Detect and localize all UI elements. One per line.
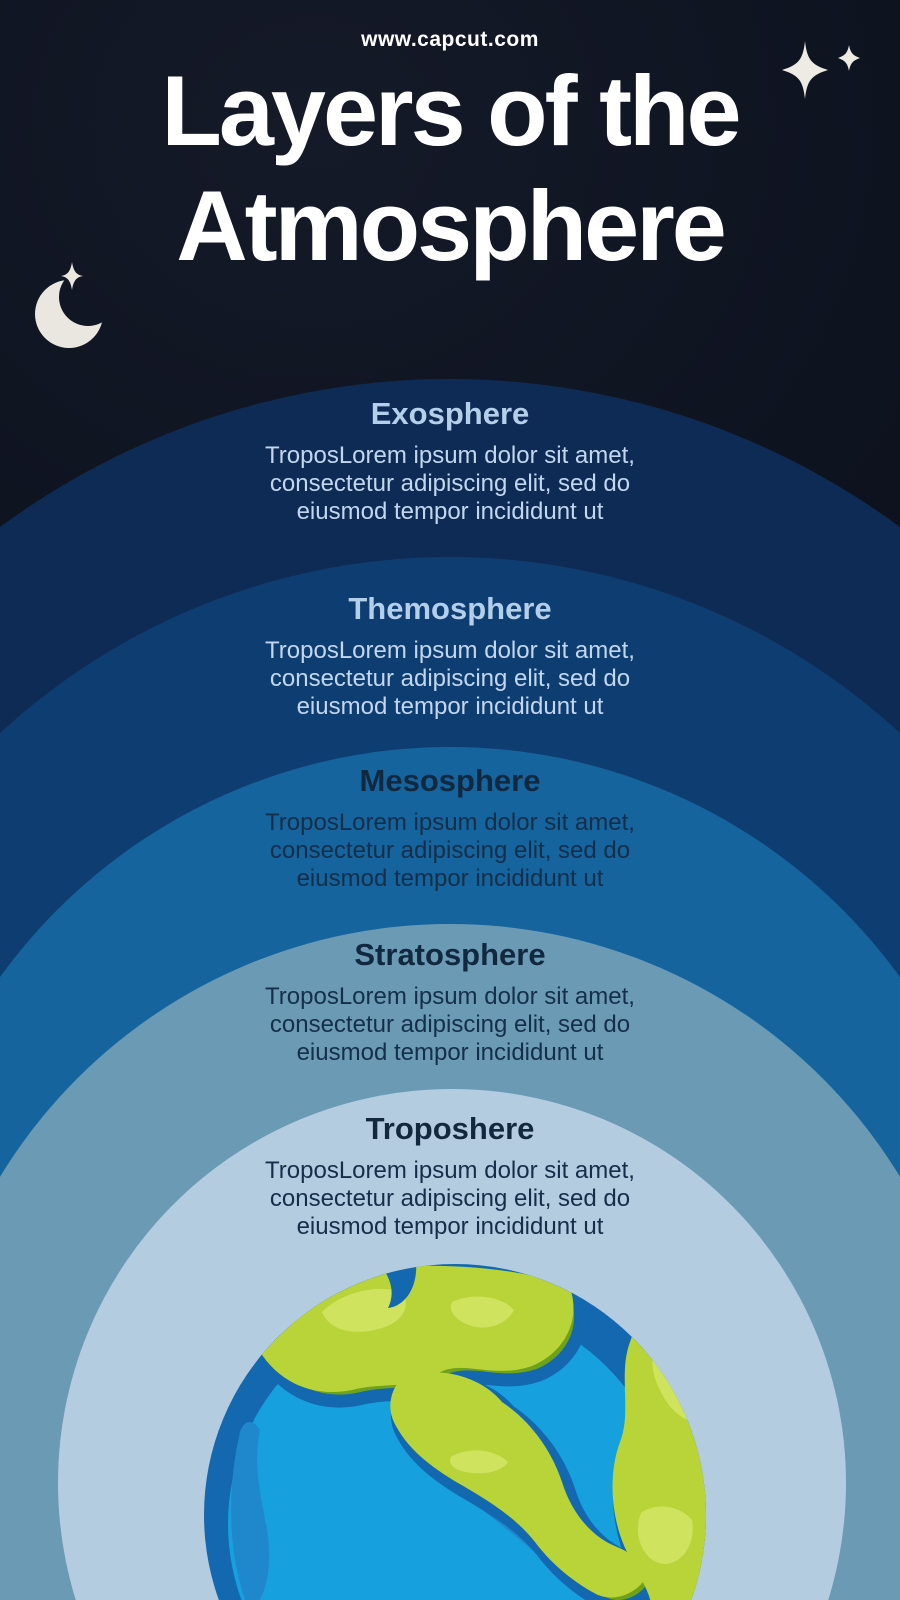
layer-description-line: consectetur adipiscing elit, sed do — [269, 665, 631, 692]
layer-section-stratosphere — [0, 937, 900, 1067]
layer-name: Mesosphere — [359, 763, 541, 798]
page-title — [0, 54, 900, 284]
sparkles-icon — [768, 32, 878, 116]
layer-description — [0, 442, 900, 526]
layer-name: Exosphere — [370, 396, 530, 431]
layer-description — [0, 983, 900, 1067]
layer-description-line: TroposLorem ipsum dolor sit amet, — [265, 809, 635, 836]
layer-description-line: consectetur adipiscing elit, sed do — [269, 837, 631, 864]
layer-section-mesosphere — [0, 763, 900, 893]
layer-description — [0, 637, 900, 721]
layer-name: Themosphere — [348, 591, 552, 626]
title-line-2: Atmosphere — [176, 169, 724, 281]
sparkle-small-icon — [838, 45, 860, 71]
layer-description-line: TroposLorem ipsum dolor sit amet, — [265, 637, 635, 664]
layer-description-line: consectetur adipiscing elit, sed do — [269, 1185, 631, 1212]
layer-description-line: eiusmod tempor incididunt ut — [296, 865, 604, 892]
sparkle-large-icon — [782, 41, 828, 99]
layer-description — [0, 1157, 900, 1241]
layer-description-line: consectetur adipiscing elit, sed do — [269, 470, 631, 497]
layer-description-line: consectetur adipiscing elit, sed do — [269, 1011, 631, 1038]
layer-description-line: eiusmod tempor incididunt ut — [296, 498, 604, 525]
layer-section-troposhere — [0, 1111, 900, 1241]
layer-name: Stratosphere — [354, 937, 546, 972]
layer-description-line: eiusmod tempor incididunt ut — [296, 1039, 604, 1066]
layer-description — [0, 809, 900, 893]
crescent-moon-icon — [22, 252, 132, 362]
website-url: www.capcut.com — [361, 28, 539, 51]
layer-name: Troposhere — [365, 1111, 535, 1146]
layer-description-line: TroposLorem ipsum dolor sit amet, — [265, 1157, 635, 1184]
layer-section-exosphere — [0, 396, 900, 526]
layer-description-line: TroposLorem ipsum dolor sit amet, — [265, 983, 635, 1010]
title-line-1: Layers of the — [161, 55, 739, 166]
layer-description-line: TroposLorem ipsum dolor sit amet, — [265, 442, 635, 469]
layer-section-themosphere — [0, 591, 900, 721]
earth-illustration — [202, 1262, 708, 1600]
layer-description-line: eiusmod tempor incididunt ut — [296, 693, 604, 720]
layer-description-line: eiusmod tempor incididunt ut — [296, 1213, 604, 1240]
